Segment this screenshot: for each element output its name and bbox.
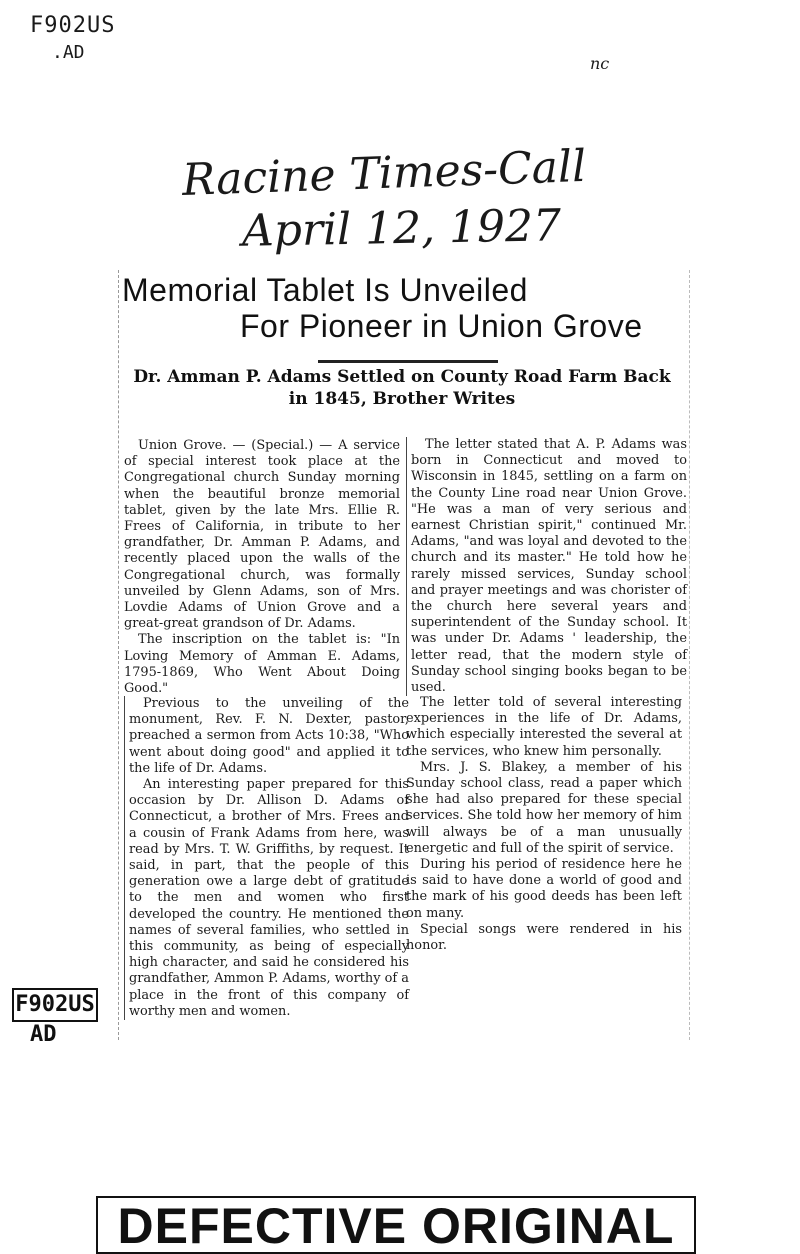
paragraph: Previous to the unveiling of the monument, Rev. F. N. Dexter, pastor, preached a sermon from Acts 10:38, "Who went about doing good" and applied it to the life of Dr. Adams. xyxy=(129,696,409,776)
column-2-bottom xyxy=(406,695,682,954)
paragraph: Special songs were rendered in his honor. xyxy=(406,921,682,954)
paragraph: The letter stated that A. P. Adams was born in Connecticut and moved to Wisconsin in 1845, settling on a farm on the County Line road near Union Grove. "He was a man of very serious and earnest Christian spirit," continued Mr. Adams, "and was loyal and devoted to the church and its master." He told how he rarely missed services, Sunday school and prayer meetings and was chorister of the church here several years and superintendent of the Sunday school. It was under Dr. Adams ' leadership, the letter read, that the modern style of Sunday school singing books began to be used. xyxy=(411,437,687,696)
column-2-top xyxy=(406,437,687,696)
article-subhead: Dr. Amman P. Adams Settled on County Road Farm Back in 1845, Brother Writes xyxy=(133,367,671,409)
corner-code-top: F902US xyxy=(30,13,116,38)
headline-rule xyxy=(318,360,498,363)
paragraph: The inscription on the tablet is: "In Loving Memory of Amman E. Adams, 1795-1869, Who Went About Doing Good." xyxy=(124,632,400,697)
paragraph: During his period of residence here he is said to have done a world of good and the mark of his good deeds has been left on many. xyxy=(406,857,682,921)
paragraph: The letter told of several interesting experiences in the life of Dr. Adams, which especially interested the several at the services, who knew him personally. xyxy=(406,695,682,759)
headline-line-1: Memorial Tablet Is Unveiled xyxy=(122,272,528,308)
defective-original-stamp: DEFECTIVE ORIGINAL xyxy=(96,1196,696,1254)
column-1-bottom xyxy=(124,696,409,1020)
paragraph: Union Grove. — (Special.) — A service of special interest took place at the Congregational church Sunday morning when the beautiful bronze memorial tablet, given by the late Mrs. Ellie R. Frees of California, in tribute to her grandfather, Dr. Amman P. Adams, and recently placed upon the walls of the Congregational church, was formally unveiled by Glenn Adams, son of Mrs. Lovdie Adams of Union Grove and a great-great grandson of Dr. Adams. xyxy=(124,438,400,632)
side-code-sub: AD xyxy=(30,1022,57,1047)
paragraph: Mrs. J. S. Blakey, a member of his Sunday school class, read a paper which she had also prepared for these special services. She told how her memory of him will always be of a man unusually energetic and full of the spirit of service. xyxy=(406,759,682,856)
headline-line-2: For Pioneer in Union Grove xyxy=(240,308,643,344)
handwritten-date: April 12, 1927 xyxy=(241,200,562,257)
handwritten-publication: Racine Times-Call xyxy=(181,140,587,207)
article-headline xyxy=(122,272,682,344)
paragraph: An interesting paper prepared for this occasion by Dr. Allison D. Adams of Connecticut, a brother of Mrs. Frees and a cousin of Frank Adams from here, was read by Mrs. T. W. Griffiths, by request. It said, in part, that the people of this generation owe a large debt of gratitude to the men and women who first developed the country. He mentioned the names of several families, who settled in this community, as being of especially high character, and said he considered his grandfather, Ammon P. Adams, worthy of a place in the front of this company of worthy men and women. xyxy=(129,777,409,1019)
column-1-top xyxy=(124,438,400,697)
side-code-label: F902US xyxy=(12,988,98,1022)
corner-code-top-sub: .AD xyxy=(52,42,85,63)
corner-mark: nc xyxy=(590,54,610,73)
